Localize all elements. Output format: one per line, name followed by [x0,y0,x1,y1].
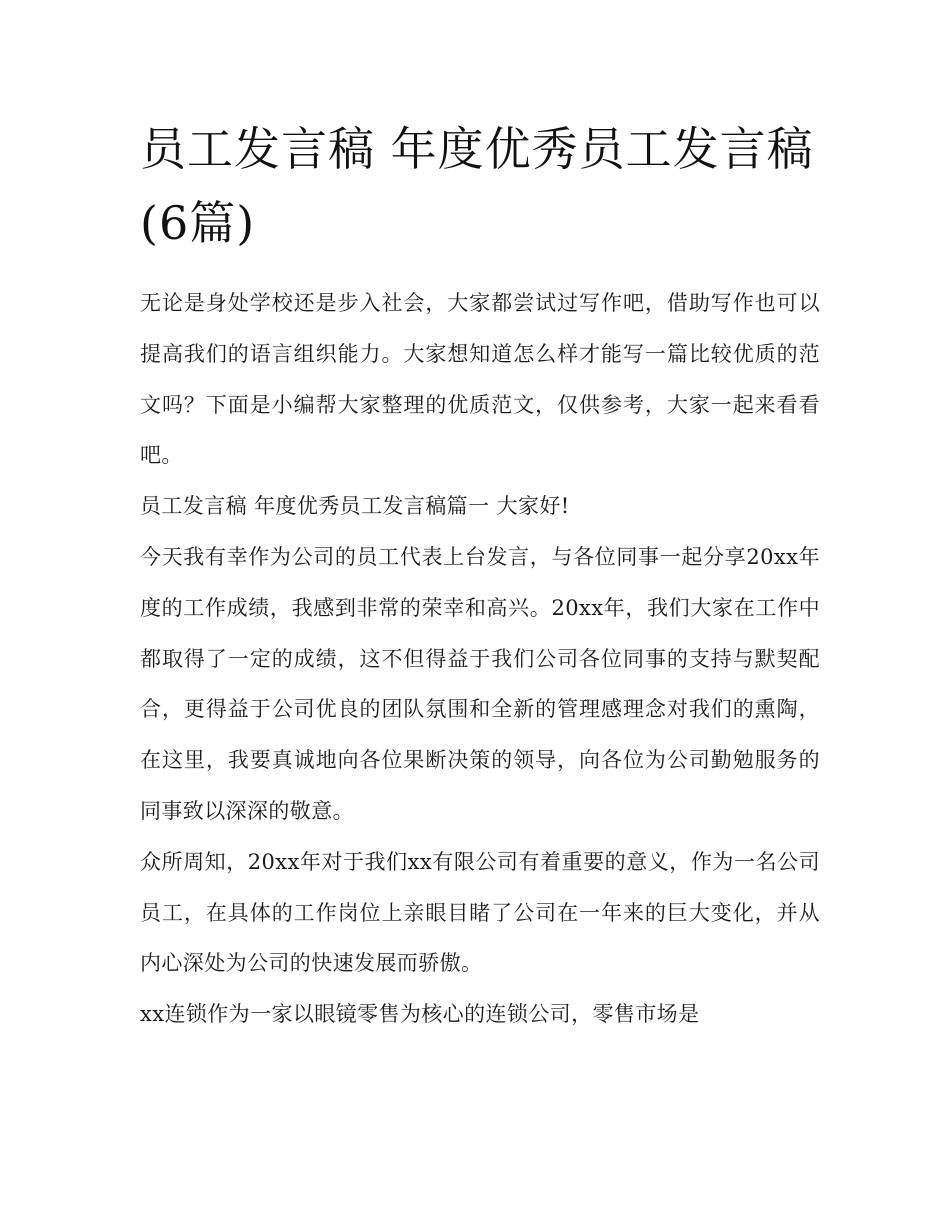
paragraph-body-3: xx连锁作为一家以眼镜零售为核心的连锁公司，零售市场是 [140,1002,700,1027]
paragraph-body-1: 今天我有幸作为公司的员工代表上台发言，与各位同事一起分享20xx年度的工作成绩，我感到非常的荣幸和高兴。20xx年，我们大家在工作中都取得了一定的成绩，这不但得益于我们公司各位同事的支持与默契配合，更得益于公司优良的团队氛围和全新的管理感理念对我们的熏陶，在这里，我要真诚地向各位果断决策的领导，向各位为公司勤勉服务的同事致以深深的敬意。 [140,544,820,823]
document-page [140,112,820,1040]
paragraph-section-heading: 员工发言稿 年度优秀员工发言稿篇一 大家好! [140,494,570,519]
paragraph-body-2: 众所周知，20xx年对于我们xx有限公司有着重要的意义，作为一名公司员工，在具体的工作岗位上亲眼目睹了公司在一年来的巨大变化，并从内心深处为公司的快速发展而骄傲。 [140,849,820,976]
paragraph-intro: 无论是身处学校还是步入社会，大家都尝试过写作吧，借助写作也可以提高我们的语言组织能力。大家想知道怎么样才能写一篇比较优质的范文吗？下面是小编帮大家整理的优质范文，仅供参考，大家一起来看看吧。 [140,291,820,468]
document-title: 员工发言稿 年度优秀员工发言稿(6篇) [140,122,814,250]
document-body [140,278,820,1040]
